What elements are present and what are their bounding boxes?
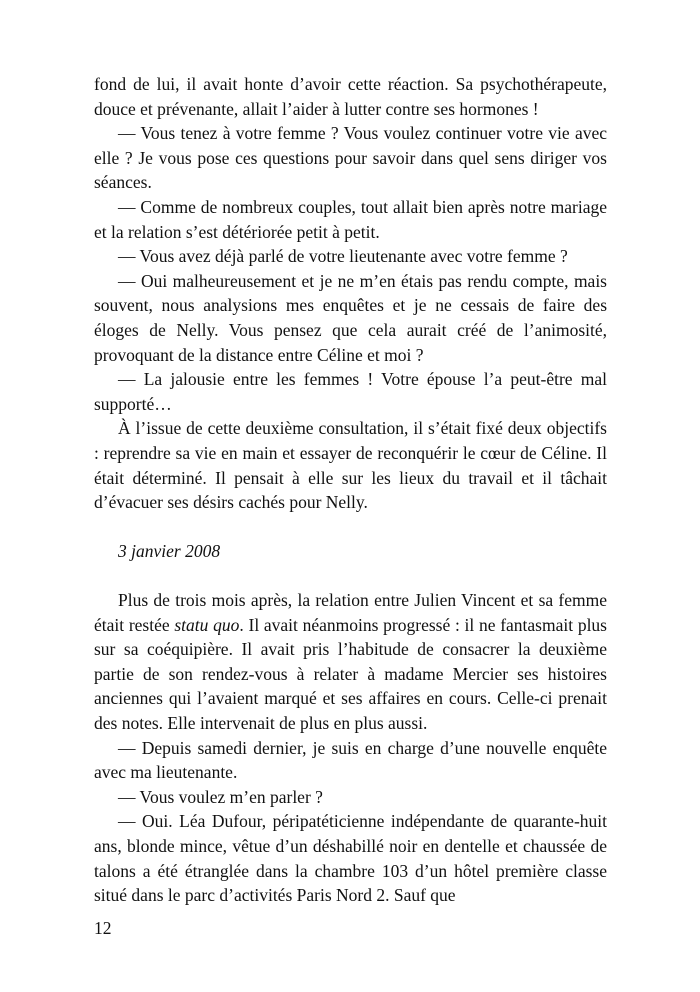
paragraph-continuation: fond de lui, il avait honte d’avoir cette réaction. Sa psychothérapeute, douce et prévenante, allait l’aider à lutter contre ses hormones ! bbox=[94, 74, 607, 119]
text-run: Plus de trois mois après, la relation entre Julien Vincent et sa femme était restée bbox=[94, 590, 607, 635]
italic-text-run: statu quo bbox=[174, 614, 240, 635]
narrative-paragraph bbox=[94, 588, 607, 736]
page-number: 12 bbox=[94, 918, 112, 938]
narrative-paragraph: À l’issue de cette deuxième consultation, il s’était fixé deux objectifs : reprendre sa vie en main et essayer de reconquérir le cœur de Céline. Il était déterminé. Il pensait à elle sur les lieux du travail et il tâchait d’évacuer ses désirs cachés pour Nelly. bbox=[94, 418, 607, 513]
dialogue-paragraph: — La jalousie entre les femmes ! Votre épouse l’a peut-être mal supporté… bbox=[94, 369, 607, 414]
body-text-section-2 bbox=[94, 588, 607, 908]
dialogue-paragraph: — Comme de nombreux couples, tout allait bien après notre mariage et la relation s’est détériorée petit à petit. bbox=[94, 196, 607, 242]
dialogue-paragraph: — Vous voulez m’en parler ? bbox=[118, 786, 323, 807]
dialogue-paragraph: — Oui malheureusement et je ne m’en étais pas rendu compte, mais souvent, nous analysions mes enquêtes et je ne cessais de faire des éloges de Nelly. Vous pensez que cela aurait créé de l’animosité, provoquant de la distance entre Céline et moi ? bbox=[94, 270, 607, 365]
body-text-section-1 bbox=[94, 72, 607, 515]
dialogue-paragraph: — Vous avez déjà parlé de votre lieutenante avec votre femme ? bbox=[118, 246, 568, 267]
date-heading: 3 janvier 2008 bbox=[118, 541, 221, 561]
dialogue-paragraph: — Depuis samedi dernier, je suis en charge d’une nouvelle enquête avec ma lieutenante. bbox=[94, 737, 607, 783]
dialogue-paragraph: — Oui. Léa Dufour, péripatéticienne indépendante de quarante-huit ans, blonde mince, vêtue d’un déshabillé noir en dentelle et chaussée de talons a été étranglée dans la chambre 103 d’un hôtel première classe situé dans le parc d’activités Paris Nord 2. Sauf que bbox=[94, 811, 607, 906]
text-run: . Il avait néanmoins progressé : il ne fantasmait plus sur sa coéquipière. Il avait pris l’habitude de consacrer la deuxième partie de son rendez-vous à relater à madame Mercier ses histoires anciennes qui l’avaient marqué et ses affaires en cours. Celle-ci prenait des notes. Elle intervenait de plus en plus aussi. bbox=[94, 614, 607, 733]
dialogue-paragraph: — Vous tenez à votre femme ? Vous voulez continuer votre vie avec elle ? Je vous pose ces questions pour savoir dans quel sens diriger vos séances. bbox=[94, 123, 607, 193]
